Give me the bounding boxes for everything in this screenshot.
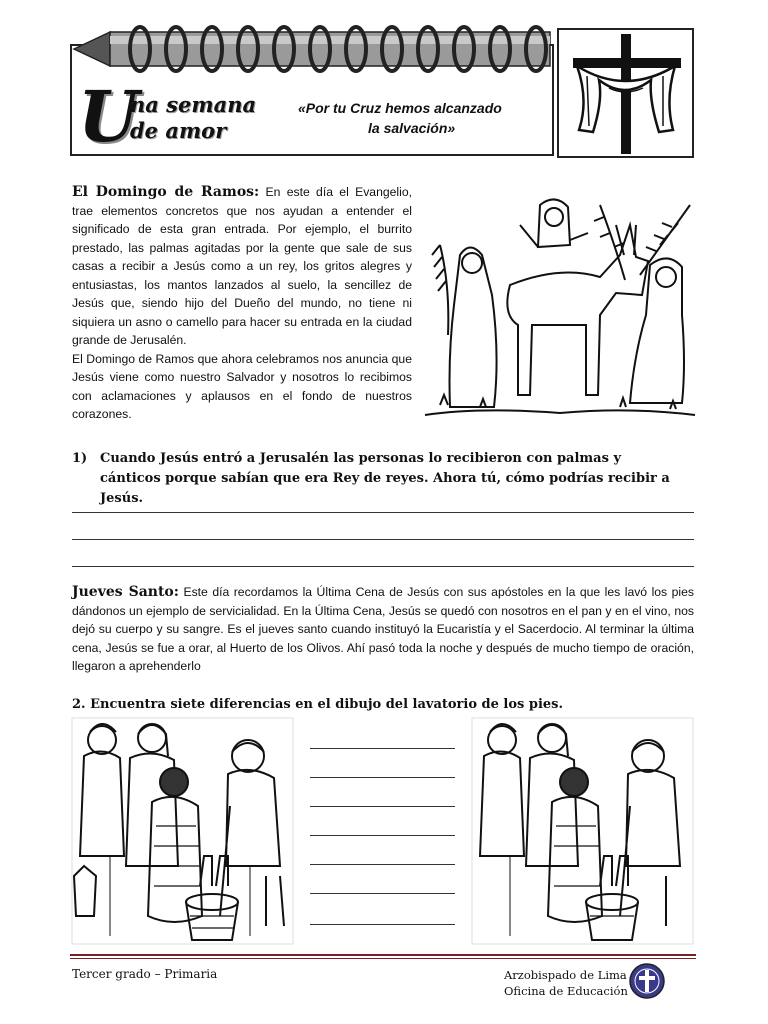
- answer-line-3[interactable]: [72, 566, 694, 567]
- question-1-text: Cuando Jesús entró a Jerusalén las personas lo recibieron con palmas y cánticos porque sabían que era Rey de reyes. Ahora tú, cómo podrías recibir a Jesús.: [100, 451, 670, 506]
- pencil-spiral-icon: [70, 24, 556, 74]
- palm-sunday-illustration: [420, 185, 700, 425]
- domingo-de-ramos-section: [72, 183, 412, 424]
- archdiocese-seal-icon: [628, 962, 666, 1000]
- motto-line-1: «Por tu Cruz hemos alcanzado: [298, 100, 502, 116]
- grade-label: Tercer grado – Primaria: [72, 967, 218, 981]
- foot-washing-illustration-right: [470, 716, 695, 946]
- section-text: Este día recordamos la Última Cena de Jesús con sus apóstoles en la que les lavó los pies dándonos un ejemplo de servicialidad. En la Última Cena, Jesús se quedó con nosotros en el pan y en el vino, nos dejó su cuerpo y su sangre. Es el jueves santo cuando instituyó la Eucaristía y el Sacerdocio. Al terminar la última cena, Jesús se fue a orar, al Huerto de los Olivos. Ahí pasó toda la noche y después de mucho tiempo de oración, llegaron a aprehenderlo: [72, 585, 695, 673]
- office-name: Oficina de Educación: [504, 984, 628, 998]
- title-initial: U: [78, 75, 140, 158]
- title-line-2: de amor: [130, 118, 227, 143]
- jueves-santo-section: [72, 583, 694, 676]
- difference-line-4[interactable]: [310, 835, 455, 836]
- difference-line-5[interactable]: [310, 864, 455, 865]
- difference-line-6[interactable]: [310, 893, 455, 894]
- footer-rule-thin: [70, 958, 696, 959]
- difference-line-3[interactable]: [310, 806, 455, 807]
- cross-with-cloth-icon: [559, 30, 692, 156]
- institution-name: Arzobispado de Lima: [504, 968, 627, 982]
- question-2-text: 2. Encuentra siete diferencias en el dibujo del lavatorio de los pies.: [72, 697, 564, 712]
- section-heading: El Domingo de Ramos:: [72, 184, 260, 200]
- difference-line-1[interactable]: [310, 748, 455, 749]
- motto-line-2: la salvación»: [368, 120, 456, 136]
- answer-line-1[interactable]: [72, 512, 694, 513]
- section-heading: Jueves Santo:: [72, 584, 179, 600]
- difference-line-7[interactable]: [310, 924, 455, 925]
- foot-washing-illustration-left: [70, 716, 295, 946]
- cross-illustration: [557, 28, 694, 158]
- section-text-2: El Domingo de Ramos que ahora celebramos nos anuncia que Jesús viene como nuestro Salvador y nosotros lo recibimos con aclamaciones y aplausos en el fondo de nuestros corazones.: [72, 351, 412, 421]
- footer-rule: [70, 954, 696, 956]
- title-line-1: na semana: [130, 92, 257, 117]
- section-text: En este día el Evangelio, trae elementos concretos que nos ayudan a entender el significado de esta gran entrada. Por ejemplo, el burrito prestado, las palmas agitadas por la gente que sale de sus casas a recibir a Jesús como a un rey, los gritos alegres y entusiastas, los mantos lanzados al suelo, la sencillez de Jesús que, siendo hijo del Dueño del mundo, no tiene ni siquiera un asno o camello para hacer su entrada en la ciudad grande de Jerusalén.: [72, 185, 412, 347]
- answer-line-2[interactable]: [72, 539, 694, 540]
- question-1-number: 1): [72, 451, 88, 466]
- difference-line-2[interactable]: [310, 777, 455, 778]
